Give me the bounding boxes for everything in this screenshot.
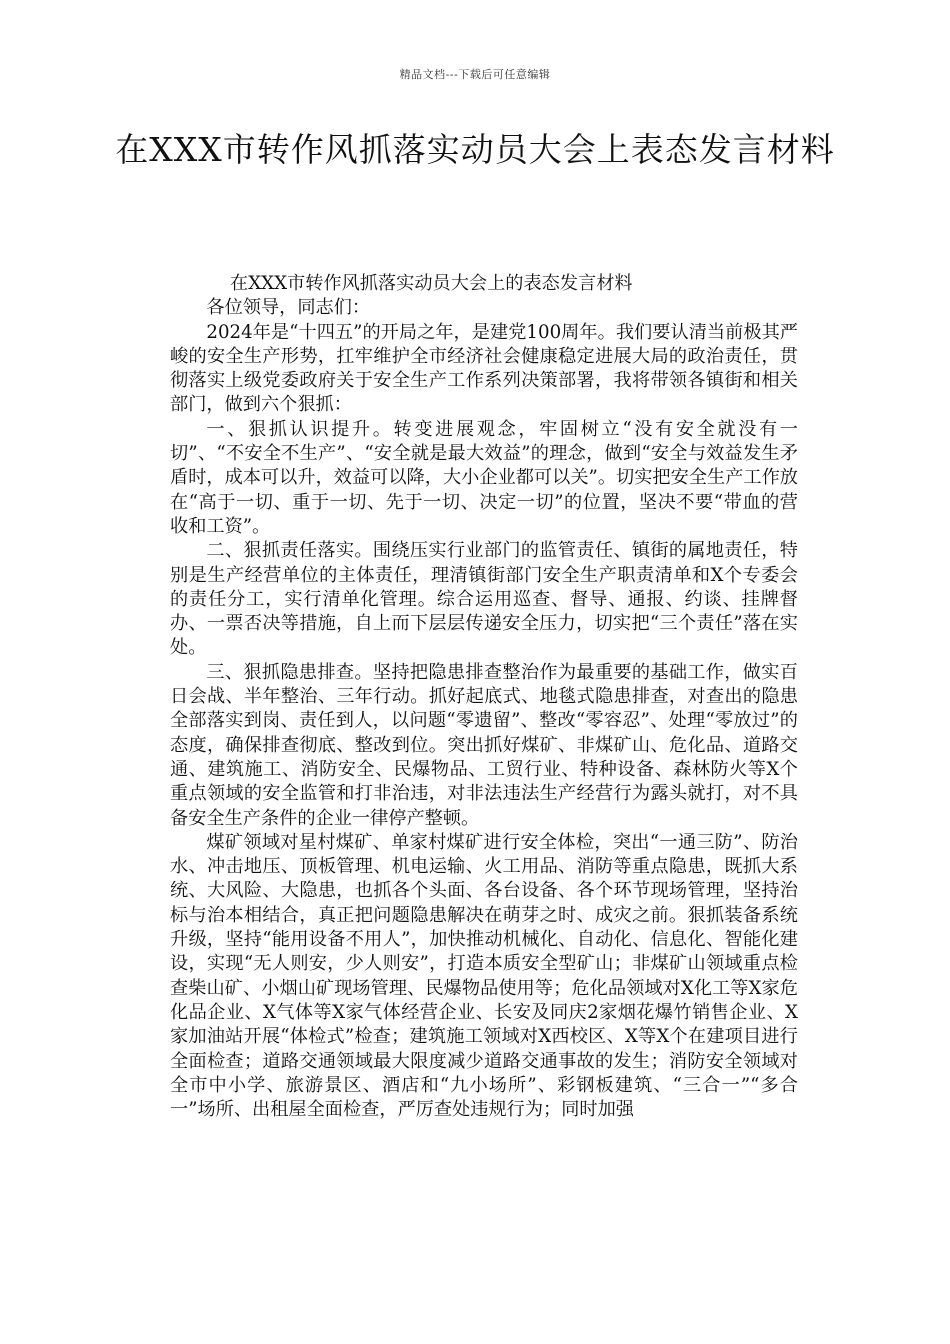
document-subtitle: 在XXX市转作风抓落实动员大会上的表态发言材料 <box>230 273 633 294</box>
header-note: 精品文档---下载后可任意编辑 <box>399 68 551 81</box>
salutation: 各位领导，同志们： <box>206 297 371 319</box>
paragraph-point-3: 三、狠抓隐患排查。坚持把隐患排查整治作为最重要的基础工作，做实百日会战、半年整治、三年行动。抓好起底式、地毯式隐患排查，对查出的隐患全部落实到岗、责任到人，以问题“零遗留”、整改“零容忍”、处理“零放过”的态度，确保排查彻底、整改到位。突出抓好煤矿、非煤矿山、危化品、道路交通、建筑施工、消防安全、民爆物品、工贸行业、特种设备、森林防火等X个重点领域的安全监管和打非治违，对非法违法生产经营行为露头就打，对不具备安全生产条件的企业一律停产整顿。 <box>170 661 798 829</box>
paragraph-coal-mining: 煤矿领域对星村煤矿、单家村煤矿进行安全体检，突出“一通三防”、防治水、冲击地压、顶板管理、机电运输、火工用品、消防等重点隐患，既抓大系统、大风险、大隐患，也抓各个头面、各台设备、各个环节现场管理，坚持治标与治本相结合，真正把问题隐患解决在萌芽之时、成灾之前。狠抓装备系统升级，坚持“能用设备不用人”，加快推动机械化、自动化、信息化、智能化建设，实现“无人则安，少人则安”，打造本质安全型矿山；非煤矿山领域重点检查柴山矿、小烟山矿现场管理、民爆物品使用等；危化品领域对X化工等X家危化品企业、X气体等X家气体经营企业、长安及同庆2家烟花爆竹销售企业、X家加油站开展“体检式”检查；建筑施工领域对X西校区、X等X个在建项目进行全面检查；道路交通领域最大限度减少道路交通事故的发生；消防安全领域对全市中小学、旅游景区、酒店和“九小场所”、彩钢板建筑、“三合一”“多合一”场所、出租屋全面检查，严厉查处违规行为；同时加强 <box>170 831 798 1121</box>
document-title: 在XXX市转作风抓落实动员大会上表态发言材料 <box>115 130 835 169</box>
document-body <box>170 272 798 1122</box>
paragraph-point-1: 一、狠抓认识提升。转变进展观念，牢固树立“没有安全就没有一切”、“不安全不生产”、“安全就是最大效益”的理念，做到“安全与效益发生矛盾时，成本可以升，效益可以降，大小企业都可以关”。切实把安全生产工作放在“高于一切、重于一切、先于一切、决定一切”的位置，坚决不要“带血的营收和工资”。 <box>170 418 798 537</box>
paragraph-intro: 2024年是“十四五”的开局之年，是建党100周年。我们要认清当前极其严峻的安全生产形势，扛牢维护全市经济社会健康稳定进展大局的政治责任，贯彻落实上级党委政府关于安全生产工作系列决策部署，我将带领各镇街和相关部门，做到六个狠抓： <box>170 321 798 416</box>
paragraph-point-2: 二、狠抓责任落实。围绕压实行业部门的监管责任、镇街的属地责任，特别是生产经营单位的主体责任，理清镇街部门安全生产职责清单和X个专委会的责任分工，实行清单化管理。综合运用巡查、督导、通报、约谈、挂牌督办、一票否决等措施，自上而下层层传递安全压力，切实把“三个责任”落在实处。 <box>170 540 798 659</box>
